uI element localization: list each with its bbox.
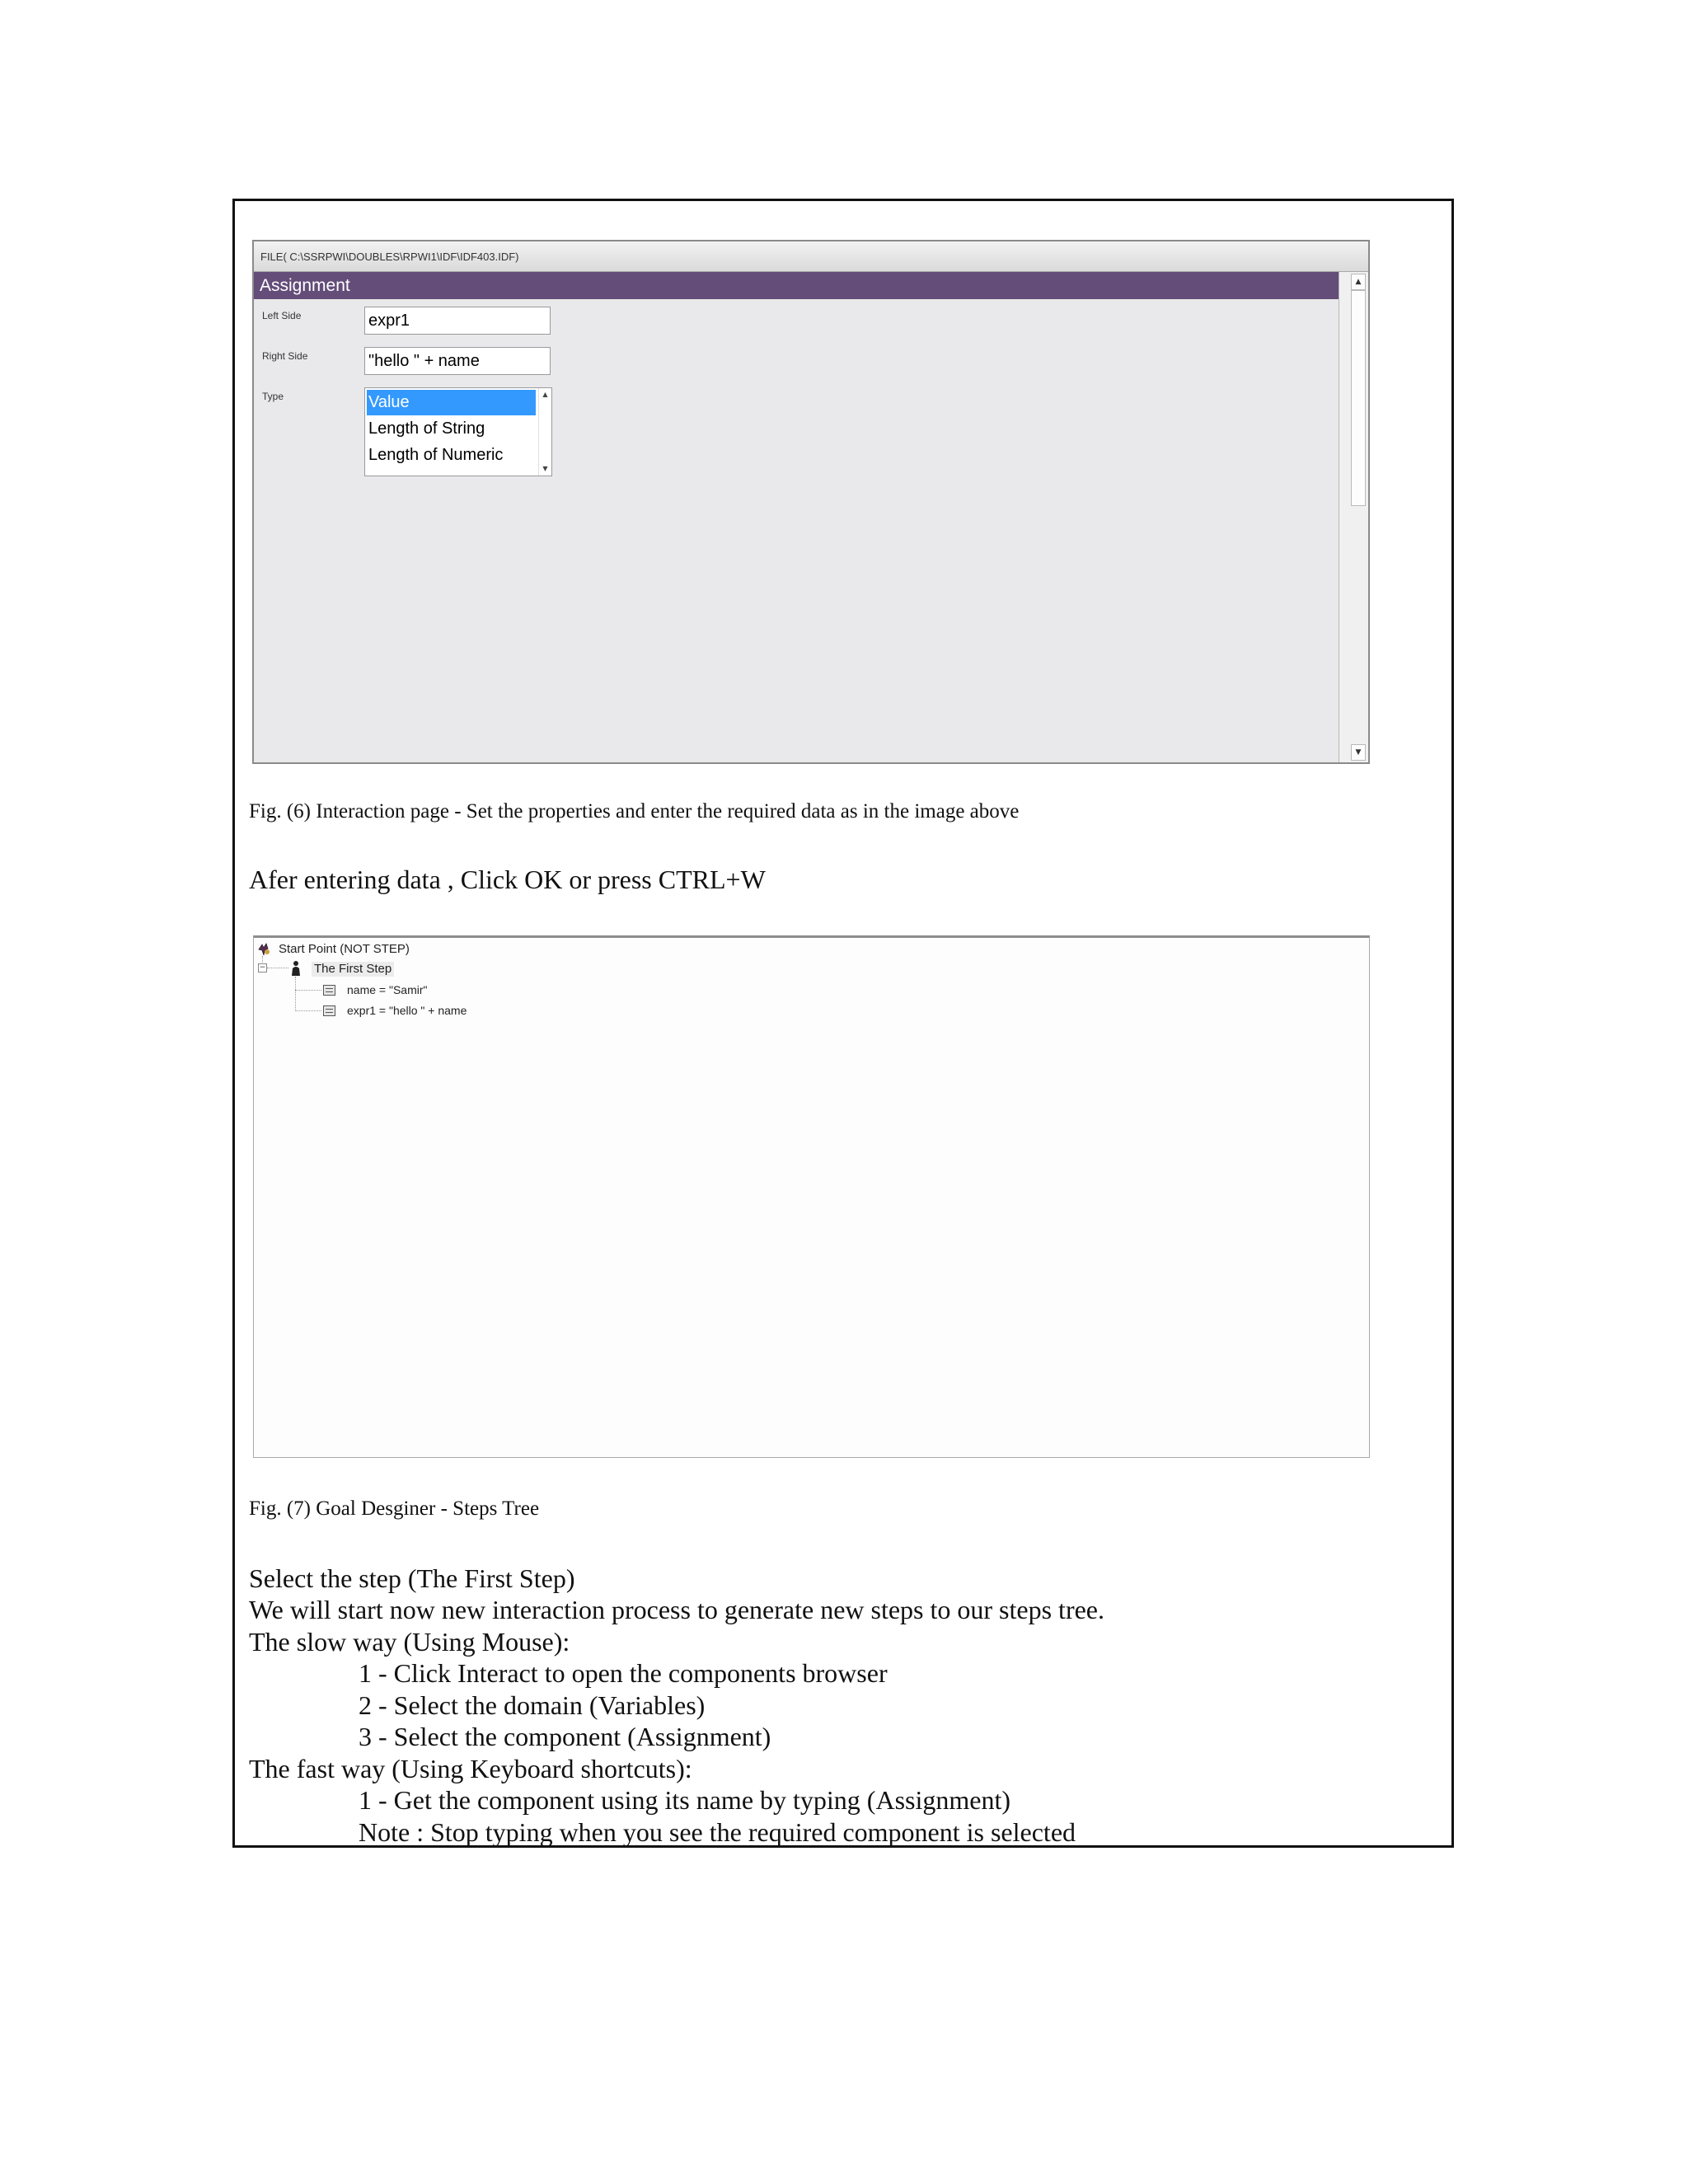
type-option-length-of-numeric[interactable]: Length of Numeric: [368, 446, 504, 464]
file-path-bar: FILE( C:\SSRPWI\DOUBLES\RPWI1\IDF\IDF403.IDF): [254, 241, 1368, 272]
tree-step-label[interactable]: The First Step: [312, 962, 394, 977]
tree-child-name[interactable]: name = "Samir": [347, 983, 428, 996]
right-side-label: Right Side: [262, 350, 308, 362]
assignment-node-icon: [323, 1005, 335, 1016]
fast-way-title: The fast way (Using Keyboard shortcuts):: [249, 1754, 692, 1783]
intro-text: We will start now new interaction process to generate new steps to our steps tree.: [249, 1595, 1104, 1624]
scroll-down-icon[interactable]: ▼: [1351, 744, 1366, 761]
fig6-caption: Fig. (6) Interaction page - Set the properties and enter the required data as in the image above: [249, 800, 1020, 823]
slow-step-3: 3 - Select the component (Assignment): [359, 1722, 771, 1751]
after-entering-text: Afer entering data , Click OK or press CTRL+W: [249, 865, 766, 894]
assignment-dialog: [252, 240, 1370, 764]
tree-connector: [295, 1010, 321, 1011]
tree-connector: [262, 956, 263, 964]
scroll-up-icon[interactable]: ▲: [1351, 274, 1366, 290]
slow-way-title: The slow way (Using Mouse):: [249, 1627, 570, 1657]
type-option-value[interactable]: Value: [367, 390, 536, 415]
tree-connector: [295, 990, 321, 991]
start-point-icon: [256, 942, 271, 957]
tree-child-expr1[interactable]: expr1 = "hello " + name: [347, 1004, 467, 1017]
fig7-caption: Fig. (7) Goal Desginer - Steps Tree: [249, 1497, 540, 1520]
type-option-length-of-string[interactable]: Length of String: [368, 419, 485, 438]
left-side-label: Left Side: [262, 310, 302, 321]
steps-tree-panel: [253, 935, 1370, 1458]
scroll-thumb[interactable]: [1351, 290, 1366, 506]
assignment-node-icon: [323, 985, 335, 996]
list-scroll-down-icon[interactable]: ▼: [542, 465, 548, 472]
type-listbox[interactable]: [364, 387, 552, 476]
step-person-icon: [290, 960, 302, 977]
fast-step-1: 1 - Get the component using its name by typing (Assignment): [359, 1785, 1010, 1815]
type-listbox-scrollbar[interactable]: [538, 388, 551, 476]
dialog-vertical-scrollbar[interactable]: [1339, 272, 1368, 762]
slow-step-2: 2 - Select the domain (Variables): [359, 1690, 706, 1720]
slow-step-1: 1 - Click Interact to open the components browser: [359, 1658, 888, 1688]
tree-root-label[interactable]: Start Point (NOT STEP): [279, 942, 410, 956]
list-scroll-up-icon[interactable]: ▲: [542, 391, 548, 398]
right-side-input[interactable]: "hello " + name: [364, 347, 551, 375]
left-side-input[interactable]: expr1: [364, 307, 551, 335]
tree-connector: [295, 977, 296, 1011]
fast-note: Note : Stop typing when you see the required component is selected: [359, 1817, 1076, 1847]
select-step-text: Select the step (The First Step): [249, 1563, 575, 1593]
assignment-form: [254, 299, 1339, 762]
collapse-toggle-icon[interactable]: −: [259, 963, 266, 972]
assignment-header: Assignment: [254, 272, 1339, 299]
type-label: Type: [262, 391, 284, 402]
